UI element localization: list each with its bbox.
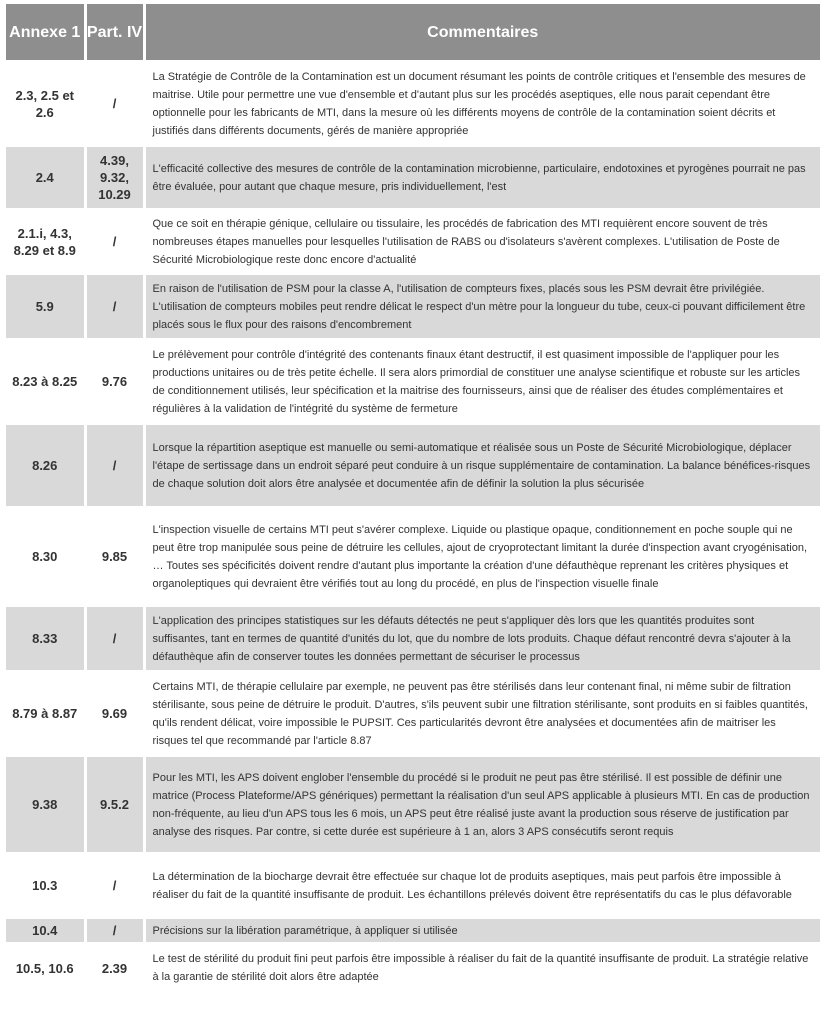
comment-cell: Que ce soit en thérapie génique, cellulaire ou tissulaire, les procédés de fabrication des MTI requièrent encore souvent de très nombreuses étapes manuelles pour lesquelles l'utilisation de RABS ou d'isolateurs s'avèrent complexes. L'utilisation de Poste de Sécurité Microbiologique reste donc encore d'actualité xyxy=(144,210,820,274)
part-cell: / xyxy=(85,918,144,944)
part-cell: / xyxy=(85,424,144,508)
comment-cell: En raison de l'utilisation de PSM pour la classe A, l'utilisation de compteurs fixes, placés sous les PSM devrait être privilégiée. L'utilisation de compteurs mobiles peut rendre délicat le respect d'un mètre pour la longueur du tube, ceux-ci pouvant difficilement être placés sous le flux pour des raisons d'encombrement xyxy=(144,274,820,340)
annexe-cell: 8.33 xyxy=(6,606,85,672)
annexe-cell: 8.26 xyxy=(6,424,85,508)
table-row xyxy=(6,340,820,424)
annexe-cell: 10.5, 10.6 xyxy=(6,944,85,992)
annexe-cell: 2.3, 2.5 et 2.6 xyxy=(6,62,85,146)
table-row xyxy=(6,424,820,508)
comment-cell: L'inspection visuelle de certains MTI peut s'avérer complexe. Liquide ou plastique opaque, conditionnement en poche souple qui ne peut être trop manipulée sous peine de détruire les cellules, ajout de cryoprotectant limitant la durée d'inspection avant cryogénisation, … Toutes ses spécificités doivent rendre d'autant plus importante la création d'une défauthèque reprenant les critères physiques et organoleptiques qui devraient être vérifiés tout au long du procédé, en plus de l'inspection visuelle finale xyxy=(144,508,820,606)
annexe-cell: 5.9 xyxy=(6,274,85,340)
header-annexe: Annexe 1 xyxy=(6,4,85,62)
table-row xyxy=(6,756,820,854)
comment-cell: Lorsque la répartition aseptique est manuelle ou semi-automatique et réalisée sous un Poste de Sécurité Microbiologique, déplacer l'étape de sertissage dans un endroit séparé peut conduire à un risque supplémentaire de contamination. La balance bénéfices-risques de chaque solution doit alors être analysée et documentée afin de définir la solution la plus sécurisée xyxy=(144,424,820,508)
comment-cell: Le test de stérilité du produit fini peut parfois être impossible à réaliser du fait de la quantité insuffisante de produit. La stratégie relative à la garantie de stérilité doit alors être adaptée xyxy=(144,944,820,992)
comment-cell: L'application des principes statistiques sur les défauts détectés ne peut s'appliquer dès lors que les quantités produites sont suffisantes, tant en termes de quantité d'unités du lot, que du nombre de lots produits. Chaque défaut rencontré devra s'ajouter à la défauthèque afin de conserver toutes les données permettant de sécuriser le processus xyxy=(144,606,820,672)
header-row xyxy=(6,4,820,62)
comment-cell: Certains MTI, de thérapie cellulaire par exemple, ne peuvent pas être stérilisés dans leur contenant final, ni même subir de filtration stérilisante, sous peine de détruire le produit. D'autres, s'ils peuvent subir une filtration stérilisante, sont produits en si faibles quantités, qu'ils rendent délicat, voire impossible le PUPSIT. Ces particularités devront être analysées et documentées afin de maitriser les risques tel que recommandé par l'article 8.87 xyxy=(144,672,820,756)
table-row xyxy=(6,606,820,672)
table-row xyxy=(6,210,820,274)
annexe-cell: 2.1.i, 4.3, 8.29 et 8.9 xyxy=(6,210,85,274)
table-row xyxy=(6,274,820,340)
comment-cell: La détermination de la biocharge devrait être effectuée sur chaque lot de produits aseptiques, mais peut parfois être impossible à réaliser du fait de la quantité insuffisante de produit. Les échantillons prélevés doivent être représentatifs du cas le plus défavorable xyxy=(144,854,820,918)
part-cell: / xyxy=(85,210,144,274)
comment-cell: Pour les MTI, les APS doivent englober l'ensemble du procédé si le produit ne peut pas être stérilisé. Il est possible de définir une matrice (Process Plateforme/APS génériques) permettant la réalisation d'un seul APS applicable à plusieurs MTI. En cas de production non-fréquente, au lieu d'un APS tous les 6 mois, un APS peut être réalisé juste avant la production sous réserve de justification par analyse des risques. Par contre, si cette durée est supérieure à 1 an, alors 3 APS consécutifs seront requis xyxy=(144,756,820,854)
annexe-cell: 10.3 xyxy=(6,854,85,918)
commentary-table xyxy=(6,4,820,992)
annexe-cell: 10.4 xyxy=(6,918,85,944)
annexe-cell: 8.23 à 8.25 xyxy=(6,340,85,424)
part-cell: 4.39, 9.32, 10.29 xyxy=(85,146,144,210)
header-part: Part. IV xyxy=(85,4,144,62)
table-row xyxy=(6,508,820,606)
comment-cell: L'efficacité collective des mesures de contrôle de la contamination microbienne, particulaire, endotoxines et pyrogènes pourrait ne pas être évaluée, pour autant que chaque mesure, pris individuellement, l'est xyxy=(144,146,820,210)
part-cell: / xyxy=(85,606,144,672)
part-cell: 9.5.2 xyxy=(85,756,144,854)
part-cell: / xyxy=(85,854,144,918)
table-body xyxy=(6,62,820,992)
table-row xyxy=(6,918,820,944)
part-cell: 9.85 xyxy=(85,508,144,606)
table-header xyxy=(6,4,820,62)
table-row xyxy=(6,146,820,210)
annexe-cell: 8.79 à 8.87 xyxy=(6,672,85,756)
header-comments: Commentaires xyxy=(144,4,820,62)
part-cell: 9.69 xyxy=(85,672,144,756)
part-cell: 9.76 xyxy=(85,340,144,424)
annexe-cell: 2.4 xyxy=(6,146,85,210)
table-row xyxy=(6,672,820,756)
comment-cell: Le prélèvement pour contrôle d'intégrité des contenants finaux étant destructif, il est quasiment impossible de l'appliquer pour les productions unitaires ou de très petite échelle. Il sera alors primordial de constituer une analyse scientifique et robuste sur les articles de conditionnement utilisés, leur spécification et la maitrise des fournisseurs, ainsi que de réaliser des études complémentaires et régulières à la validation de l'intégrité du système de fermeture xyxy=(144,340,820,424)
annexe-cell: 9.38 xyxy=(6,756,85,854)
comment-cell: Précisions sur la libération paramétrique, à appliquer si utilisée xyxy=(144,918,820,944)
table-row xyxy=(6,944,820,992)
comment-cell: La Stratégie de Contrôle de la Contamination est un document résumant les points de contrôle critiques et l'ensemble des mesures de maitrise. Utile pour permettre une vue d'ensemble et d'autant plus sur les procédés aseptiques, elle nous parait cependant être optionnelle pour les fabricants de MTI, dans la mesure où les différents moyens de contrôle de la contamination soient décrits et justifiés dans différents documents, gérés de manière appropriée xyxy=(144,62,820,146)
table-row xyxy=(6,62,820,146)
part-cell: / xyxy=(85,62,144,146)
part-cell: / xyxy=(85,274,144,340)
table-row xyxy=(6,854,820,918)
part-cell: 2.39 xyxy=(85,944,144,992)
annexe-cell: 8.30 xyxy=(6,508,85,606)
